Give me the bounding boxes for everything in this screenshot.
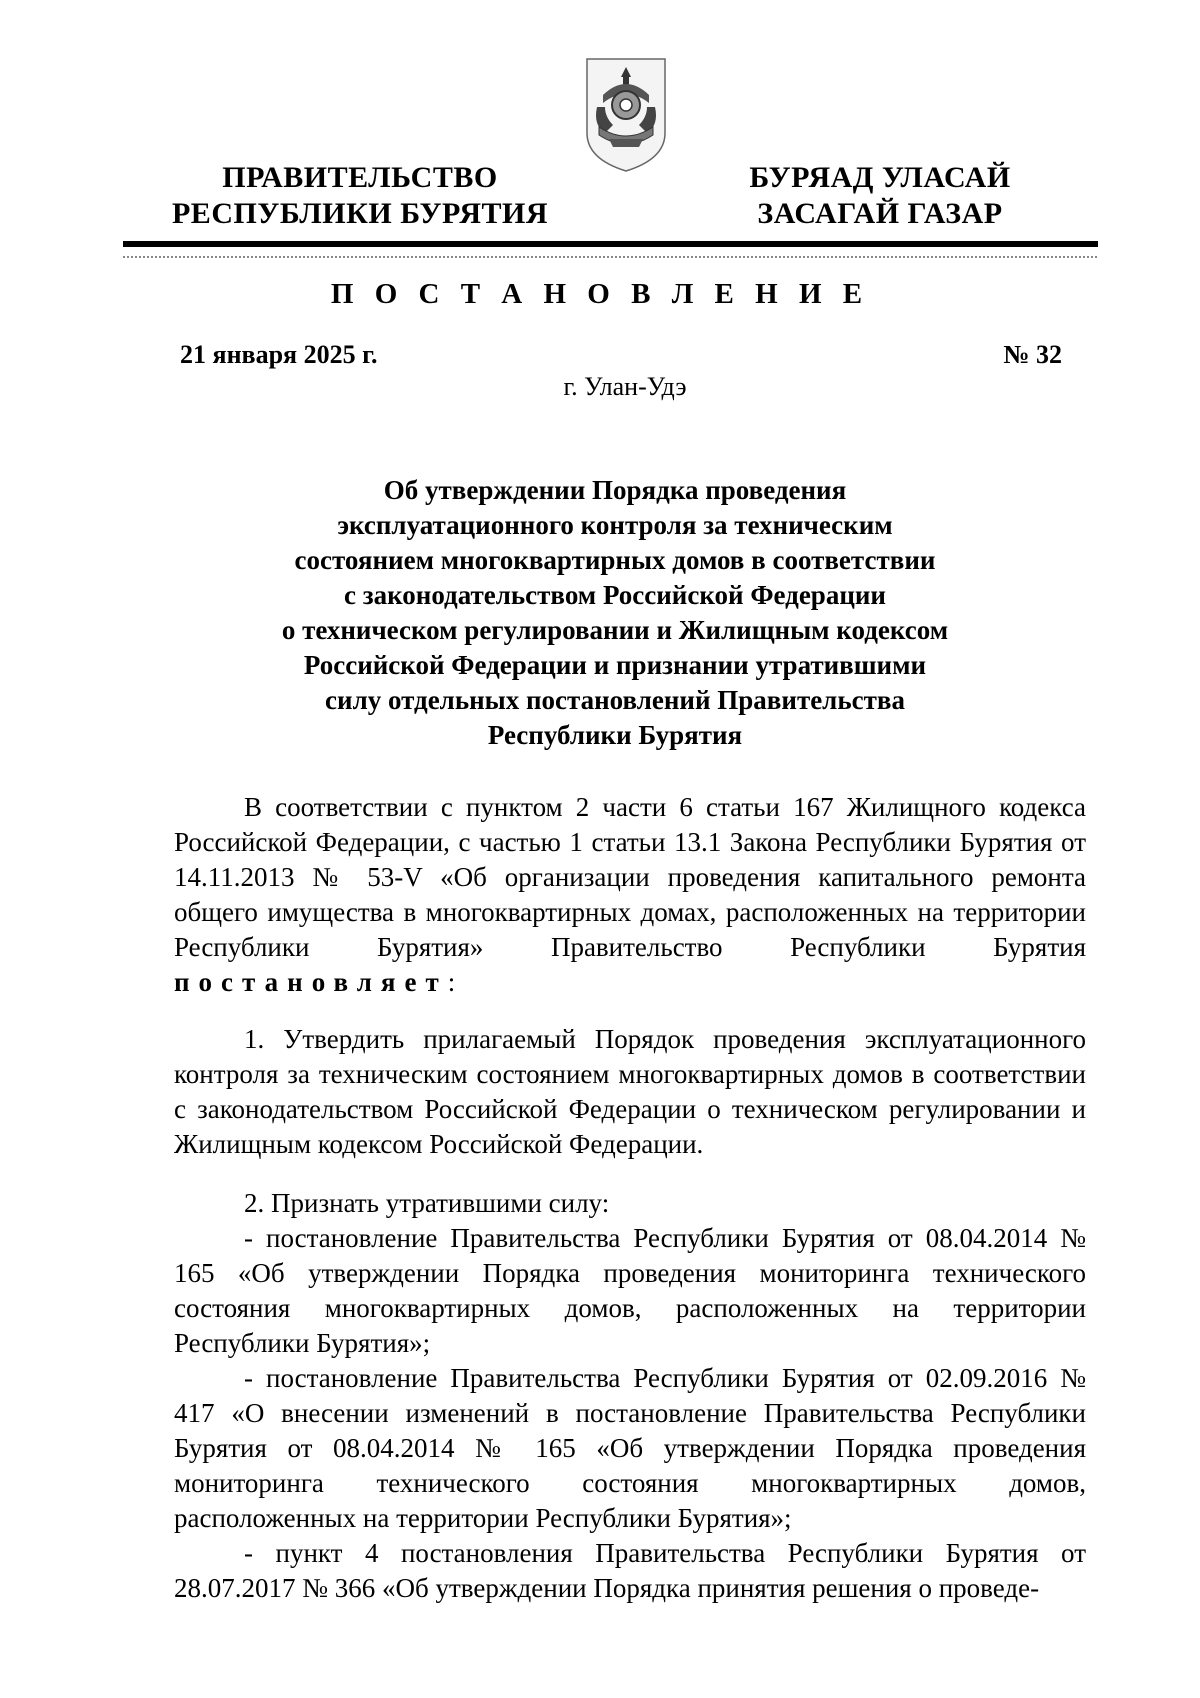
item-2-heading: 2. Признать утратившими силу:: [244, 1188, 610, 1218]
org-name-bua-line1: БУРЯАД УЛАСАЙ: [749, 161, 1011, 194]
preamble-text: В соответствии с пунктом 2 части 6 статьи 167 Жилищного кодекса Российской Федерации, с частью 1 статьи 13.1 Закона Республики Бурятия от 14.11.2013 № 53-V «Об организации проведения капитального ремонта общего имущества в многоквартирных домах, расположенных на территории Республики Бурятия» Правительство Республики Бурятия: [174, 792, 1086, 962]
coat-of-arms-icon: [583, 55, 669, 175]
org-name-ru-line1: ПРАВИТЕЛЬСТВО: [222, 161, 498, 194]
document-type: П О С Т А Н О В Л Е Н И Е: [330, 278, 870, 310]
preamble-paragraph: [174, 790, 1086, 1000]
item-2-subitem: - постановление Правительства Республики Бурятия от 02.09.2016 № 417 «О внесении изменений в постановление Правительства Республики Бурятия от 08.04.2014 № 165 «Об утверждении Порядка проведения мониторинга технического состояния многоквартирных домов, расположенных на территории Республики Бурятия»;: [174, 1363, 1086, 1533]
header-divider-thin: [123, 256, 1098, 258]
title-line: с законодательством Российской Федерации: [343, 580, 886, 610]
document-city: г. Улан-Удэ: [563, 372, 687, 401]
resolves-keyword: постановляет: [174, 967, 448, 997]
document-title: [200, 473, 1030, 753]
item-2-subitem: - постановление Правительства Республики Бурятия от 08.04.2014 № 165 «Об утверждении Порядка проведения мониторинга технического состояния многоквартирных домов, расположенных на территории Республики Бурятия»;: [174, 1223, 1086, 1358]
item-1-paragraph: [174, 1022, 1086, 1162]
title-line: Российской Федерации и признании утратившими: [303, 650, 927, 680]
item-2-section: [174, 1186, 1086, 1606]
resolves-colon: :: [447, 967, 456, 997]
title-line: Об утверждении Порядка проведения: [383, 475, 847, 505]
org-name-bua-line2: ЗАСАГАЙ ГАЗАР: [757, 197, 1003, 230]
title-line: о техническом регулировании и Жилищным кодексом: [281, 615, 949, 645]
header-divider-thick: [123, 241, 1098, 247]
document-date: 21 января 2025 г.: [180, 340, 378, 369]
organization-name-ru: [170, 160, 550, 232]
org-name-ru-line2: РЕСПУБЛИКИ БУРЯТИЯ: [171, 197, 549, 230]
document-number: № 32: [1003, 340, 1062, 369]
item-2-subitem: - пункт 4 постановления Правительства Республики Бурятия от 28.07.2017 № 366 «Об утверждении Порядка принятия решения о проведе-: [174, 1538, 1086, 1603]
title-line: эксплуатационного контроля за техническим: [337, 510, 893, 540]
item-1-text: 1. Утвердить прилагаемый Порядок проведения эксплуатационного контроля за техническим состоянием многоквартирных домов в соответствии с законодательством Российской Федерации о техническом регулировании и Жилищным кодексом Российской Федерации.: [174, 1024, 1086, 1159]
title-line: Республики Бурятия: [487, 720, 743, 750]
title-line: силу отдельных постановлений Правительства: [325, 685, 905, 715]
organization-name-bua: [730, 160, 1030, 232]
title-line: состоянием многоквартирных домов в соответствии: [294, 545, 936, 575]
